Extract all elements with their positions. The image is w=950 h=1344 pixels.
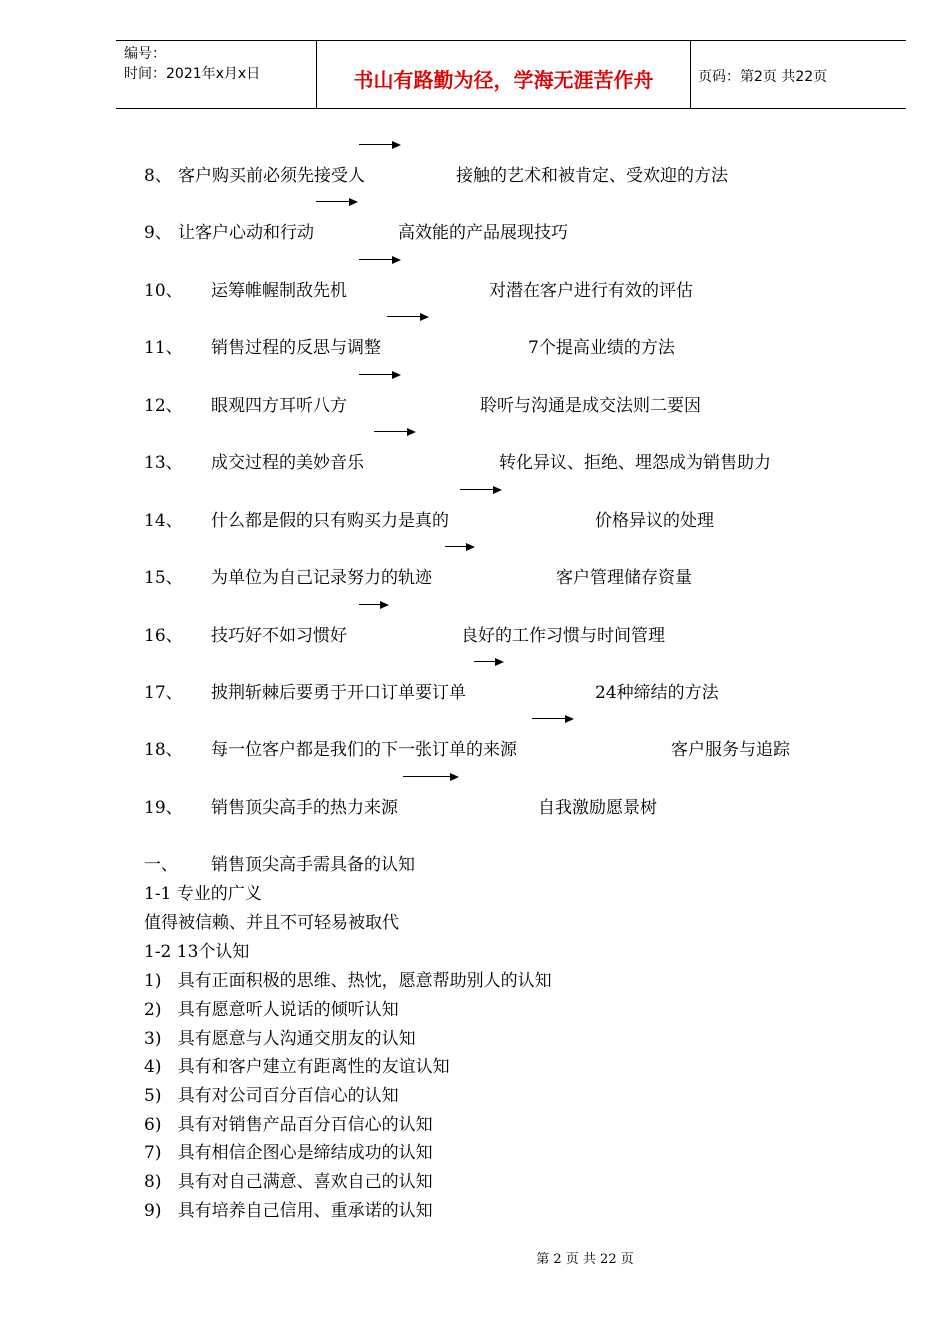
arrow-icon [474, 658, 504, 666]
arrow-icon [374, 428, 416, 436]
arrow-icon [460, 486, 502, 494]
list-item: 3) 具有愿意与人沟通交朋友的认知 [144, 1029, 416, 1049]
list-item: 7) 具有相信企图心是缔结成功的认知 [144, 1143, 433, 1163]
list-item: 1) 具有正面积极的思维、热忱，愿意帮助别人的认知 [144, 971, 552, 991]
subsection-title: 1-2 13个认知 [144, 942, 250, 962]
arrow-icon [532, 715, 574, 723]
subsection-title: 1-1 专业的广义 [144, 884, 262, 904]
list-item: 2) 具有愿意听人说话的倾听认知 [144, 1000, 399, 1020]
header-meta [116, 41, 316, 108]
list-item: 9) 具有培养自己信用、重承诺的认知 [144, 1201, 433, 1221]
arrow-icon [359, 601, 389, 609]
list-item: 5) 具有对公司百分百信心的认知 [144, 1086, 399, 1106]
arrow-icon [387, 313, 429, 321]
list-item: 8) 具有对自己满意、喜欢自己的认知 [144, 1172, 433, 1192]
document-date: 时间：2021年x月x日 [124, 66, 261, 82]
list-item: 6) 具有对销售产品百分百信心的认知 [144, 1115, 433, 1135]
page-footer [0, 1248, 950, 1267]
section-heading: 一、 销售顶尖高手需具备的认知 [144, 855, 415, 875]
arrow-icon [359, 256, 401, 264]
header-motto: 书山有路勤为径，学海无涯苦作舟 [353, 68, 654, 92]
page-header [116, 40, 906, 109]
header-page-cell [690, 41, 906, 108]
arrow-icon [445, 543, 475, 551]
arrow-icon [403, 773, 459, 781]
arrow-icon [359, 371, 401, 379]
document-number: 编号： [124, 46, 166, 62]
header-motto-cell [316, 41, 691, 108]
arrow-icon [316, 198, 358, 206]
header-page-number: 页码：第2页 共22页 [698, 69, 828, 85]
list-item: 4) 具有和客户建立有距离性的友谊认知 [144, 1057, 450, 1077]
paragraph: 值得被信赖、并且不可轻易被取代 [144, 913, 399, 933]
footer-page-number: 第 2 页 共 22 页 [536, 1252, 634, 1267]
arrow-icon [359, 141, 401, 149]
